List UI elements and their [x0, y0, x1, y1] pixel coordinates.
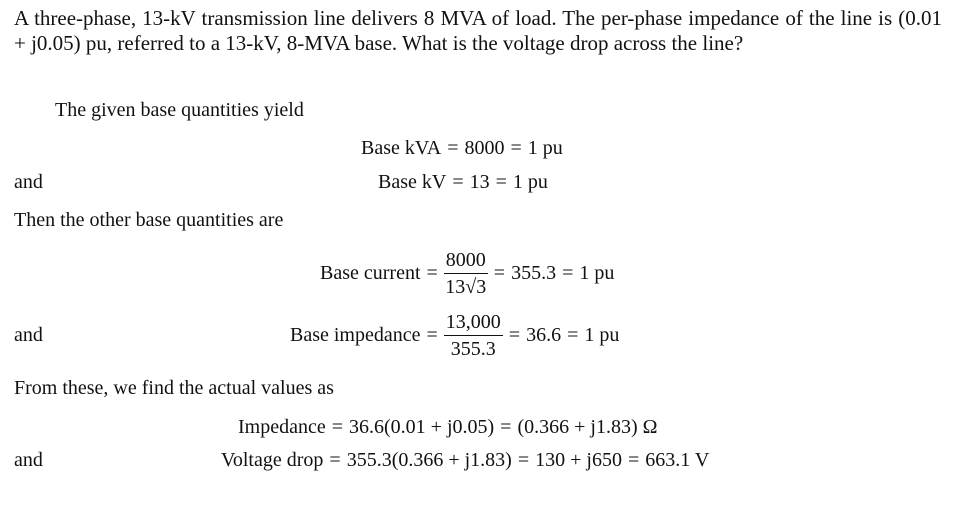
base-kv-equation	[378, 170, 548, 194]
equals-sign: =	[493, 261, 506, 284]
base-current-fraction	[444, 249, 488, 298]
and-connector: and	[14, 171, 43, 193]
and-connector: and	[14, 449, 43, 471]
base-current-label: Base current	[320, 261, 421, 284]
equals-sign: =	[562, 261, 574, 284]
equals-sign: =	[508, 323, 521, 346]
fraction-numerator: 8000	[444, 249, 488, 274]
base-kva-label: Base kVA	[361, 136, 442, 159]
equals-sign: =	[426, 323, 438, 346]
equals-sign: =	[447, 136, 459, 159]
base-kv-label: Base kV	[378, 170, 447, 193]
base-current-value: 355.3	[511, 261, 557, 284]
impedance-equation	[238, 415, 657, 439]
equals-sign: =	[500, 415, 512, 438]
impedance-result: (0.366 + j1.83) Ω	[517, 415, 658, 438]
impedance-label: Impedance	[238, 415, 326, 438]
and-connector: and	[14, 324, 43, 346]
equals-sign: =	[426, 261, 438, 284]
base-current-equation	[320, 246, 614, 300]
equals-sign: =	[452, 170, 464, 193]
problem-statement: A three-phase, 13-kV transmission line delivers 8 MVA of load. The per-phase impedance of the line is (0.01 + j0.05) pu, referred to a 13-kV, 8-MVA base. What is the voltage drop across the line?	[14, 6, 942, 55]
equals-sign: =	[517, 448, 530, 471]
equals-sign: =	[510, 136, 522, 159]
then-text: Then the other base quantities are	[14, 209, 284, 231]
fraction-numerator: 13,000	[444, 311, 503, 336]
equals-sign: =	[329, 448, 341, 471]
base-current-pu: 1 pu	[579, 261, 615, 284]
fraction-denominator: 13√3	[445, 275, 487, 298]
base-kva-equation	[361, 136, 563, 160]
voltage-drop-expression: 355.3(0.366 + j1.83)	[346, 448, 512, 471]
voltage-drop-equation	[221, 448, 709, 472]
base-impedance-equation	[290, 308, 619, 362]
base-kv-pu: 1 pu	[512, 170, 548, 193]
equals-sign: =	[331, 415, 344, 438]
equals-sign: =	[495, 170, 507, 193]
voltage-drop-intermediate: 130 + j650	[535, 448, 622, 471]
base-impedance-label: Base impedance	[290, 323, 421, 346]
fraction-denominator: 355.3	[450, 337, 496, 360]
impedance-expression: 36.6(0.01 + j0.05)	[349, 415, 495, 438]
equals-sign: =	[627, 448, 640, 471]
base-kv-value: 13	[469, 170, 490, 193]
base-impedance-pu: 1 pu	[584, 323, 620, 346]
intro-text: The given base quantities yield	[55, 99, 304, 121]
voltage-drop-label: Voltage drop	[221, 448, 324, 471]
base-kva-value: 8000	[464, 136, 505, 159]
base-kva-pu: 1 pu	[527, 136, 563, 159]
base-impedance-value: 36.6	[526, 323, 562, 346]
base-impedance-fraction	[444, 311, 503, 360]
from-text: From these, we find the actual values as	[14, 377, 334, 399]
equals-sign: =	[567, 323, 579, 346]
voltage-drop-result: 663.1 V	[645, 448, 710, 471]
